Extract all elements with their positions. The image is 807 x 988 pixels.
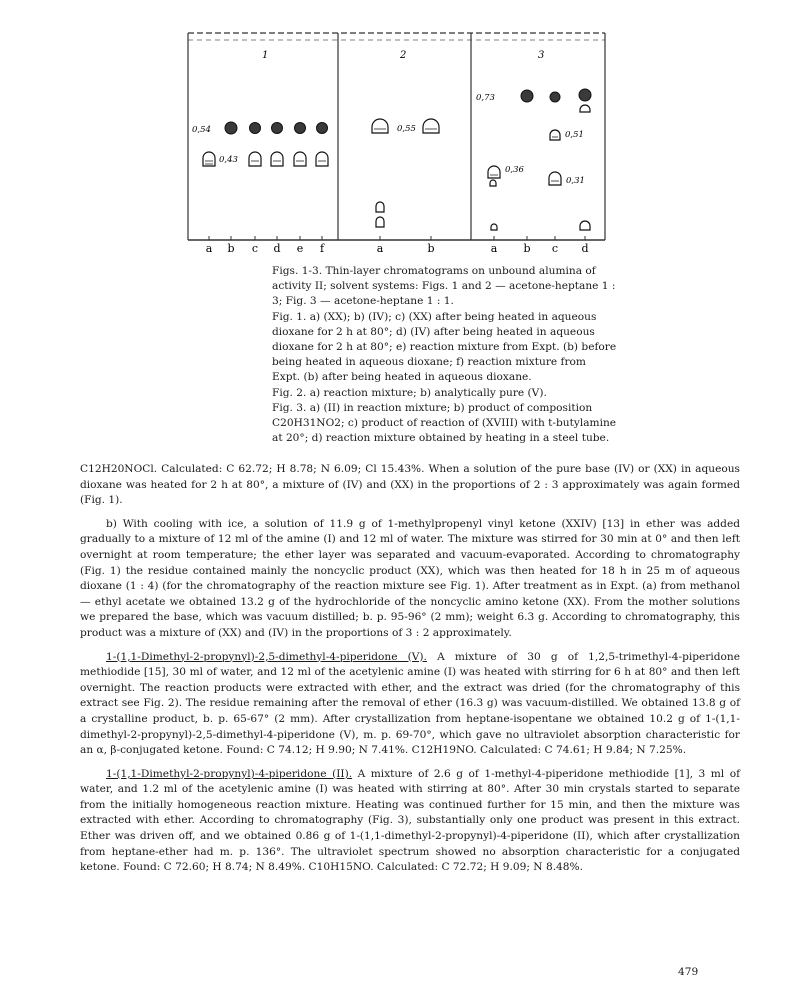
panel-label-1: 1 xyxy=(262,50,269,61)
spots-panel-2 xyxy=(372,119,439,227)
spot xyxy=(423,119,439,133)
page-number: 479 xyxy=(678,966,699,978)
spots-panel-3-upper xyxy=(521,89,591,102)
spot xyxy=(580,105,590,112)
spot xyxy=(271,152,283,166)
spot xyxy=(488,166,500,178)
spot xyxy=(294,152,306,166)
spot xyxy=(225,122,237,134)
spot xyxy=(376,217,384,227)
lane-label-1c: c xyxy=(251,242,259,255)
lane-label-3b: b xyxy=(523,242,531,255)
lane-label-3a: a xyxy=(490,242,498,255)
paragraph-2: b) With cooling with ice, a solution of 11.9 g of 1-methylpropenyl vinyl ketone (XXIV) [13] in ether was added gradually to a mixture of 12 ml of the amine (I) and 12 ml of water. The mixture was stirred for 30 min at 0° and then left overnight at room temperature; the ether layer was separated and vacuum-evaporated. According to chromatography (Fig. 1) the residue contained mainly the noncyclic product (XX), which was then heated for 18 h in 25 m of aqueous dioxane (1 : 4) (for the chromatography of the reaction mixture see Fig. 1). After treatment as in Expt. (a) from methanol — ethyl acetate we obtained 13.2 g of the hydrochloride of the noncyclic amino ketone (XX). From the mother solutions we prepared the base, which was vacuum distilled; b. p. 95-96° (2 mm); weight 6.3 g. According to chromatography, this product was a mixture of (XX) and (IV) in the proportions of 3 : 2 approximately. xyxy=(80,517,740,639)
compound-heading-ii: 1-(1,1-Dimethyl-2-propynyl)-4-piperidone (II). xyxy=(106,767,353,780)
spot xyxy=(580,221,590,230)
spot xyxy=(579,89,591,101)
caption-line: Fig. 2. a) reaction mixture; b) analytically pure (V). xyxy=(272,386,547,399)
paragraph-3 xyxy=(80,650,740,759)
caption-line: Figs. 1-3. Thin-layer chromatograms on unbound alumina of activity II; solvent systems: Figs. 1 and 2 — acetone-heptane 1 : 3; Fig. 3 — acetone-heptane 1 : 1. xyxy=(272,265,616,308)
lane-label-2b: b xyxy=(427,242,435,255)
lane-label-1f: f xyxy=(319,242,325,255)
spots-panel-3-lower xyxy=(488,105,590,230)
lane-label-2a: a xyxy=(376,242,384,255)
spot xyxy=(295,123,306,134)
lane-label-3d: d xyxy=(581,242,589,255)
rf-label-043: 0,43 xyxy=(219,155,238,165)
lane-label-1b: b xyxy=(227,242,235,255)
spot xyxy=(490,180,496,186)
rf-label-036: 0,36 xyxy=(505,165,524,175)
spot xyxy=(249,152,261,166)
spots-panel-1-upper xyxy=(225,122,328,134)
spot xyxy=(376,202,384,212)
rf-label-055: 0,55 xyxy=(397,124,416,134)
spot xyxy=(316,152,328,166)
paragraph-1: C12H20NOCl. Calculated: C 62.72; H 8.78; N 6.09; Cl 15.43%. When a solution of the pure base (IV) or (XX) in aqueous dioxane was heated for 2 h at 80°, a mixture of (IV) and (XX) in the proportions of 2 : 3 approximately was again formed (Fig. 1). xyxy=(80,463,740,507)
body-text xyxy=(80,462,740,884)
spot xyxy=(491,224,497,230)
panel-label-2: 2 xyxy=(400,50,407,61)
caption-line: Fig. 1. a) (XX); b) (IV); c) (XX) after being heated in aqueous dioxane for 2 h at 80°; d) (IV) after being heated in aqueous dioxane for 2 h at 80°; e) reaction mixture from Expt. (b) before being heated in aqueous dioxane; f) reaction mixture from Expt. (b) after being heated in aqueous dioxane. xyxy=(272,310,617,384)
spot xyxy=(372,119,388,133)
spot xyxy=(521,90,533,102)
paragraph-3-text: A mixture of 30 g of 1,2,5-trimethyl-4-piperidone methiodide [15], 30 ml of water, and 12 ml of the acetylenic amine (I) was heated with stirring for 6 h at 80° and then left overnight. The reaction products were extracted with ether, and the extract was dried (for the chromatography of this extract see Fig. 2). The residue remaining after the removal of ether (16.3 g) was vacuum-distilled. We obtained 13.8 g of a crystalline product, b. p. 65-67° (2 mm). After crystallization from heptane-isopentane we obtained 10.2 g of 1-(1,1-dimethyl-2-propynyl)-2,5-dimethyl-4-piperidone (V), m. p. 69-70°, which gave no ultraviolet absorption characteristic for an α, β-conjugated ketone. Found: C 74.12; H 9.90; N 7.41%. C12H19NO. Calculated: C 74.61; H 9.84; N 7.25%. xyxy=(80,650,740,757)
spot xyxy=(550,92,560,102)
lane-label-3c: c xyxy=(551,242,559,255)
caption-line: Fig. 3. a) (II) in reaction mixture; b) product of composition C20H31NO2; c) product of reaction of (XVIII) with t-butylamine at 20°; d) reaction mixture obtained by heating in a steel tube. xyxy=(272,401,617,445)
rf-label-073: 0,73 xyxy=(476,93,495,103)
chromatogram-figure xyxy=(0,0,807,260)
lane-label-1e: e xyxy=(296,242,304,255)
spot xyxy=(272,123,283,134)
figure-caption xyxy=(272,264,617,446)
rf-label-031: 0,31 xyxy=(566,176,585,186)
paragraph-4 xyxy=(80,767,740,876)
paragraph-4-text: A mixture of 2.6 g of 1-methyl-4-piperidone methiodide [1], 3 ml of water, and 1.2 ml of the acetylenic amine (I) was heated with stirring at 80°. After 30 min crystals started to separate from the initially homogeneous reaction mixture. Heating was continued further for 15 min, and then the mixture was extracted with ether. According to chromatography (Fig. 3), substantially only one product was present in this extract. Ether was driven off, and we obtained 0.86 g of 1-(1,1-dimethyl-2-propynyl)-4-piperidone (II), which after crystallization from heptane-ether had m. p. 136°. The ultraviolet spectrum showed no absorption characteristic for a conjugated ketone. Found: C 72.60; H 8.74; N 8.49%. C10H15NO. Calculated: C 72.72; H 9.09; N 8.48%. xyxy=(80,767,740,874)
spot xyxy=(550,130,560,140)
lane-label-1d: d xyxy=(273,242,281,255)
lane-label-1a: a xyxy=(205,242,213,255)
spot xyxy=(549,172,561,185)
panel-label-3: 3 xyxy=(538,50,545,61)
spot xyxy=(317,123,328,134)
rf-label-054: 0,54 xyxy=(192,125,211,135)
rf-label-051: 0,51 xyxy=(565,130,584,140)
spot xyxy=(250,123,261,134)
compound-heading-v: 1-(1,1-Dimethyl-2-propynyl)-2,5-dimethyl-4-piperidone (V). xyxy=(106,650,427,663)
